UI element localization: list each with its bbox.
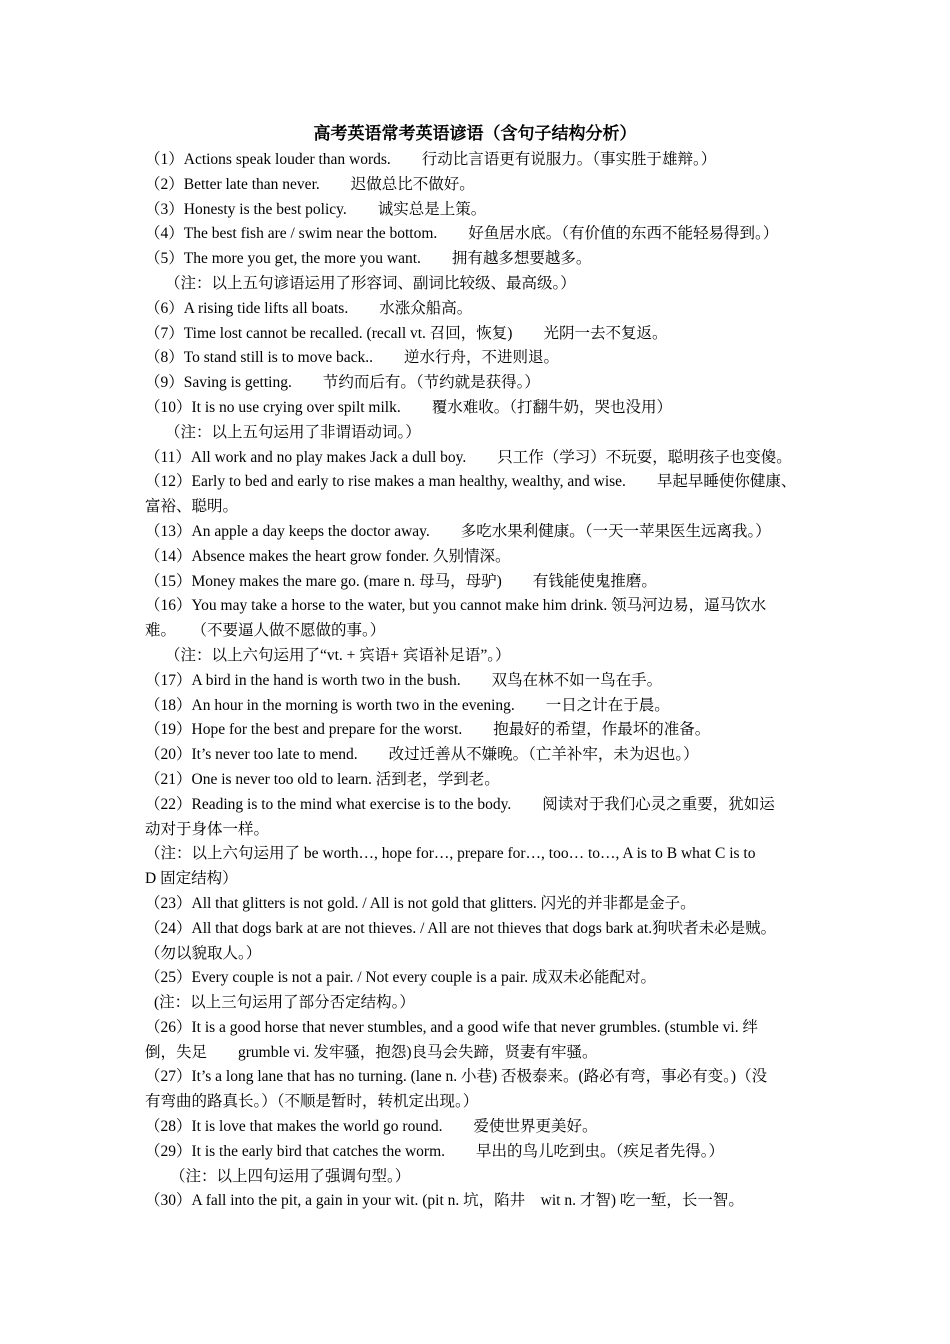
text-line: （8）To stand still is to move back.. 逆水行舟，不进则退。 — [145, 349, 559, 367]
text-line: （25）Every couple is not a pair. / Not every couple is a pair. 成双未必能配对。 — [145, 969, 656, 987]
text-line: （27）It’s a long lane that has no turning. (lane n. 小巷) 否极泰来。(路必有弯，事必有变。)（没 — [145, 1068, 768, 1086]
text-line: （30）A fall into the pit, a gain in your wit. (pit n. 坑，陷井 wit n. 才智) 吃一堑，长一智。 — [145, 1192, 744, 1210]
note-line: （注：以上六句运用了“vt. + 宾语+ 宾语补足语”。） — [165, 646, 511, 664]
note-line: （注：以上五句谚语运用了形容词、副词比较级、最高级。） — [165, 274, 576, 292]
text-line: （26）It is a good horse that never stumbles, and a good wife that never grumbles. (stumble vi. 绊 — [145, 1018, 758, 1036]
text-line: （28）It is love that makes the world go round. 爱使世界更美好。 — [145, 1118, 598, 1136]
text-line: 富裕、聪明。 — [145, 498, 239, 516]
text-line: （5）The more you get, the more you want. 拥有越多想要越多。 — [145, 250, 592, 268]
text-line: （16）You may take a horse to the water, but you cannot make him drink. 领马河边易，逼马饮水 — [145, 597, 767, 615]
text-line: （29）It is the early bird that catches the worm. 早出的鸟儿吃到虫。（疾足者先得。） — [145, 1142, 725, 1160]
text-line: 难。 （不要逼人做不愿做的事。） — [145, 622, 386, 640]
page-title: 高考英语常考英语谚语（含句子结构分析） — [313, 124, 637, 143]
text-line: （7）Time lost cannot be recalled. (recall vt. 召回，恢复) 光阴一去不复返。 — [145, 324, 668, 342]
text-line: （9）Saving is getting. 节约而后有。（节约就是获得。） — [145, 374, 540, 392]
text-line: 有弯曲的路真长。）（不顺是暂时，转机定出现。） — [145, 1093, 479, 1111]
text-line: （17）A bird in the hand is worth two in the bush. 双鸟在林不如一鸟在手。 — [145, 671, 663, 689]
text-line: （21）One is never too old to learn. 活到老，学到老。 — [145, 770, 500, 788]
note-line: D 固定结构） — [145, 870, 238, 888]
text-line: （3）Honesty is the best policy. 诚实总是上策。 — [145, 200, 487, 218]
text-line: 动对于身体一样。 — [145, 820, 270, 838]
text-line: （12）Early to bed and early to rise makes a man healthy, wealthy, and wise. 早起早睡使你健康、 — [145, 473, 797, 491]
text-line: （15）Money makes the mare go. (mare n. 母马，母驴) 有钱能使鬼推磨。 — [145, 572, 657, 590]
text-line: （11）All work and no play makes Jack a dull boy. 只工作（学习）不玩耍，聪明孩子也变傻。 — [145, 448, 792, 466]
text-line: （13）An apple a day keeps the doctor away. 多吃水果利健康。（一天一苹果医生远离我。） — [145, 522, 771, 540]
text-line: （10）It is no use crying over spilt milk. 覆水难收。（打翻牛奶，哭也没用） — [145, 398, 672, 416]
proverb-list — [145, 148, 820, 1214]
text-line: （勿以貌取人。） — [145, 944, 262, 962]
note-line: （注：以上五句运用了非谓语动词。） — [165, 423, 421, 441]
text-line: （22）Reading is to the mind what exercise is to the body. 阅读对于我们心灵之重要，犹如运 — [145, 795, 775, 813]
text-line: （24）All that dogs bark at are not thieves. / All are not thieves that dogs bark at.狗吠者未必是贼。 — [145, 919, 777, 937]
text-line: （23）All that glitters is not gold. / All is not gold that glitters. 闪光的并非都是金子。 — [145, 894, 696, 912]
text-line: （1）Actions speak louder than words. 行动比言语更有说服力。（事实胜于雄辩。） — [145, 151, 717, 168]
text-line: （14）Absence makes the heart grow fonder. 久别情深。 — [145, 547, 511, 565]
text-line: （2）Better late than never. 迟做总比不做好。 — [145, 175, 475, 193]
text-line: （4）The best fish are / swim near the bottom. 好鱼居水底。（有价值的东西不能轻易得到。） — [145, 225, 779, 243]
note-line: （注：以上四句运用了强调句型。） — [170, 1167, 411, 1185]
note-line: （注：以上六句运用了 be worth…, hope for…, prepare for…, too… to…, A is to B what C is to — [145, 845, 756, 863]
text-line: （19）Hope for the best and prepare for the worst. 抱最好的希望，作最坏的准备。 — [145, 721, 711, 739]
note-line: (注：以上三句运用了部分否定结构。） — [154, 994, 415, 1012]
text-line: （18）An hour in the morning is worth two in the evening. 一日之计在于晨。 — [145, 696, 670, 714]
text-line: 倒，失足 grumble vi. 发牢骚，抱怨)良马会失蹄，贤妻有牢骚。 — [145, 1043, 598, 1061]
text-line: （6）A rising tide lifts all boats. 水涨众船高。 — [145, 299, 473, 317]
text-line: （20）It’s never too late to mend. 改过迁善从不嫌晚。（亡羊补牢，未为迟也。） — [145, 746, 699, 764]
